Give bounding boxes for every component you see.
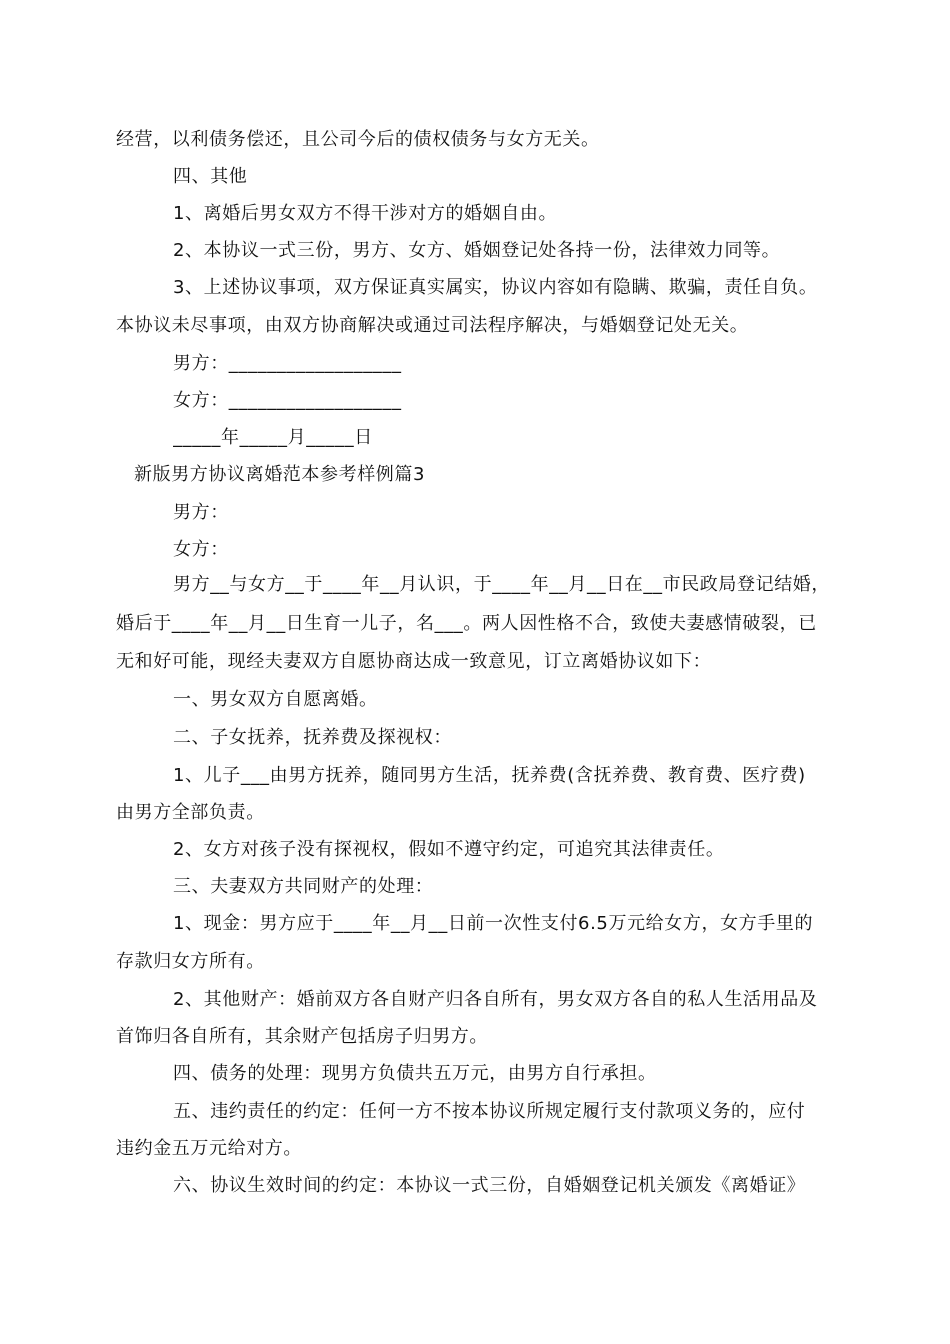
text-line: 首饰归各自所有，其余财产包括房子归男方。 xyxy=(116,1026,488,1047)
signature-line-female: 女方：__________________ xyxy=(173,390,402,411)
text-line: 违约金五万元给对方。 xyxy=(116,1138,302,1159)
text-line: 2、其他财产：婚前双方各自财产归各自所有，男女双方各自的私人生活用品及 xyxy=(173,989,818,1010)
text-line: 男方： xyxy=(173,502,229,523)
text-line: 一、男女双方自愿离婚。 xyxy=(173,689,378,710)
text-line: 四、债务的处理：现男方负债共五万元，由男方自行承担。 xyxy=(173,1063,657,1084)
text-line: 二、子女抚养，抚养费及探视权： xyxy=(173,727,452,748)
text-line: 由男方全部负责。 xyxy=(116,802,265,823)
text-line: 六、协议生效时间的约定：本协议一式三份，自婚姻登记机关颁发《离婚证》 xyxy=(173,1175,806,1196)
text-line: 1、离婚后男女双方不得干涉对方的婚姻自由。 xyxy=(173,203,558,224)
text-line: 五、违约责任的约定：任何一方不按本协议所规定履行支付款项义务的，应付 xyxy=(173,1101,806,1122)
text-line: 女方： xyxy=(173,539,229,560)
text-line: 本协议未尽事项，由双方协商解决或通过司法程序解决，与婚姻登记处无关。 xyxy=(116,315,749,336)
text-line: 男方__与女方__于____年__月认识，于____年__月__日在__市民政局登记结婚， xyxy=(173,574,830,595)
text-line: 2、女方对孩子没有探视权，假如不遵守约定，可追究其法律责任。 xyxy=(173,839,725,860)
text-line: 经营，以利债务偿还，且公司今后的债权债务与女方无关。 xyxy=(116,129,600,150)
date-line: _____年_____月_____日 xyxy=(173,427,373,448)
signature-line-male: 男方：__________________ xyxy=(173,353,402,374)
text-line: 1、现金：男方应于____年__月__日前一次性支付6.5万元给女方，女方手里的 xyxy=(173,913,814,934)
section-heading: 四、其他 xyxy=(173,166,248,187)
text-line: 婚后于____年__月__日生育一儿子，名___。两人因性格不合，致使夫妻感情破裂，已 xyxy=(116,613,817,634)
section-title: 新版男方协议离婚范本参考样例篇3 xyxy=(134,464,426,485)
text-line: 3、上述协议事项，双方保证真实属实，协议内容如有隐瞒、欺骗，责任自负。 xyxy=(173,277,818,298)
text-line: 存款归女方所有。 xyxy=(116,951,265,972)
text-line: 无和好可能，现经夫妻双方自愿协商达成一致意见，订立离婚协议如下： xyxy=(116,651,712,672)
text-line: 2、本协议一式三份，男方、女方、婚姻登记处各持一份，法律效力同等。 xyxy=(173,240,781,261)
text-line: 三、夫妻双方共同财产的处理： xyxy=(173,876,434,897)
text-line: 1、儿子___由男方抚养，随同男方生活，抚养费(含抚养费、教育费、医疗费) xyxy=(173,765,806,786)
